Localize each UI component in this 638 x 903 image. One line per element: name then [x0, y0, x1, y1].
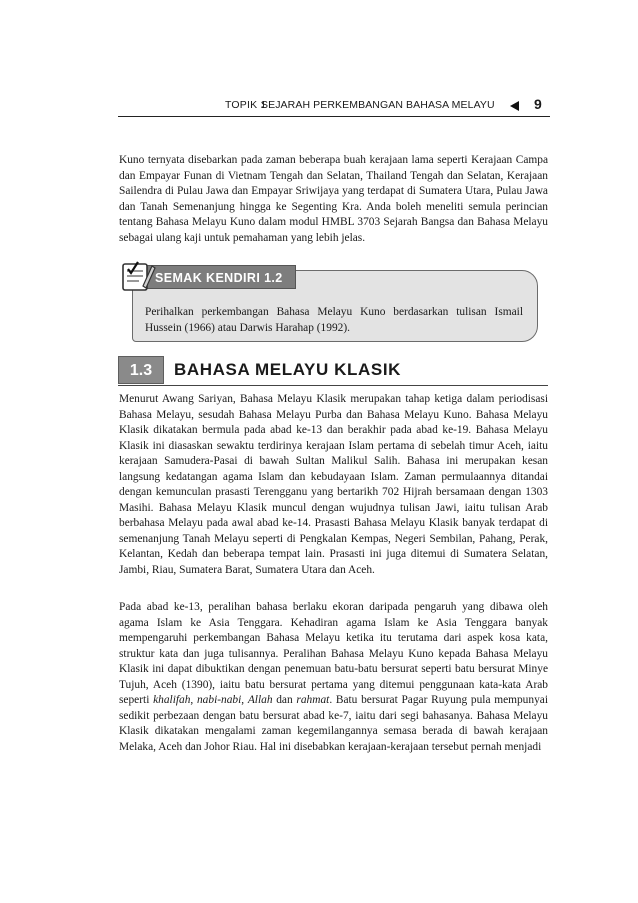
body-paragraph-1: Menurut Awang Sariyan, Bahasa Melayu Klasik merupakan tahap ketiga dalam periodisasi Bahasa Melayu, sesudah Bahasa Melayu Purba dan Bahasa Melayu Kuno. Bahasa Melayu Klasik dikatakan bermula pada abad ke-13 dan berakhir pada abad ke-19. Bahasa Melayu Klasik ini diasaskan sewaktu terdirinya kerajaan Islam pertama di sebelah timur Aceh, iaitu kerajaan Samudera-Pasai di bawah Sultan Malikul Salih. Bahasa ini merupakan kesan langsung kedatangan agama Islam dan kebudayaan Islam. Zaman permulaannya ditandai dengan kemunculan prasasti Terengganu yang bertarikh 702 Hijrah bersamaan dengan 1303 Masihi. Bahasa Melayu Klasik muncul dengan wujudnya tulisan Jawi, iaitu tulisan Arab berbahasa Melayu pada awal abad ke-14. Prasasti Bahasa Melayu Klasik banyak terdapat di semenanjung Tanah Melayu seperti di Pengkalan Kempas, Negeri Sembilan, Pahang, Perak, Kelantan, Kedah dan beberapa tempat lain. Prasasti ini juga ditemui di Sumatera Selatan, Jambi, Riau, Sumatera Barat, Sumatera Utara dan Aceh. — [119, 393, 548, 576]
paragraph-text: . Batu bersurat Pagar Ruyung pula mempunyai sedikit perbezaan dengan batu bersurat abad ke-7, iaitu dari segi bahasanya. Bahasa Melayu Klasik dikatakan mengalami zaman kegemilangannya semasa berada di bawah kerajaan Melaka, Aceh dan Johor Riau. Hal ini disebabkan kerajaan-kerajaan tersebut pernah menjadi — [119, 694, 548, 753]
italic-term: khalifah — [153, 694, 191, 706]
separator: , — [241, 694, 248, 706]
section-title: BAHASA MELAYU KLASIK — [174, 360, 402, 379]
italic-term: Allah — [247, 694, 273, 706]
checklist-pencil-icon — [117, 256, 157, 296]
page-header — [118, 94, 550, 117]
body-paragraph-2 — [119, 600, 548, 755]
section-divider — [118, 385, 548, 386]
separator: , — [190, 694, 197, 706]
section-number: 1.3 — [118, 356, 164, 384]
header-topic: TOPIK 1 — [225, 99, 267, 111]
italic-term: rahmat — [296, 694, 330, 706]
paragraph-text: Pada abad ke-13, peralihan bahasa berlaku ekoran daripada pengaruh yang dibawa oleh agama Islam ke Asia Tenggara. Kehadiran agama Islam ke Asia Tenggara banyak mempengaruhi perkembangan Bahasa Melayu ketika itu terutama dari aspek kosa kata, struktur kata dan juga tulisannya. Peralihan Bahasa Melayu Kuno kepada Bahasa Melayu Klasik ini dapat dibuktikan dengan penemuan batu-batu bersurat seperti batu bersurat Minye Tujuh, Aceh (1390), iaitu batu bersurat pertama yang ditemui penggunaan kata-kata Arab seperti — [119, 601, 548, 706]
separator: dan — [272, 694, 297, 706]
header-chapter-title: SEJARAH PERKEMBANGAN BAHASA MELAYU — [261, 99, 495, 111]
semak-kendiri-question: Perihalkan perkembangan Bahasa Melayu Kuno berdasarkan tulisan Ismail Hussein (1966) atau Darwis Harahap (1992). — [145, 306, 523, 334]
intro-paragraph: Kuno ternyata disebarkan pada zaman beberapa buah kerajaan lama seperti Kerajaan Campa dan Empayar Funan di Vietnam Tengah dan Selatan, Thailand Tengah dan Selatan, Kerajaan Sailendra di Pulau Jawa dan Empayar Sriwijaya yang terdapat di Sumatera Utara, Pulau Jawa dan Tanah Semenanjung hingga ke Segenting Kra. Anda boleh meneliti semula perincian tentang Bahasa Melayu Kuno dalam modul HMBL 3703 Sejarah Bangsa dan Bahasa Melayu sebagai ulang kaji untuk pemahaman yang lebih jelas. — [119, 154, 548, 244]
semak-kendiri-label: SEMAK KENDIRI 1.2 — [144, 265, 296, 289]
italic-term: nabi-nabi — [196, 694, 242, 706]
page-number: 9 — [534, 96, 542, 112]
left-arrow-icon — [510, 101, 519, 111]
